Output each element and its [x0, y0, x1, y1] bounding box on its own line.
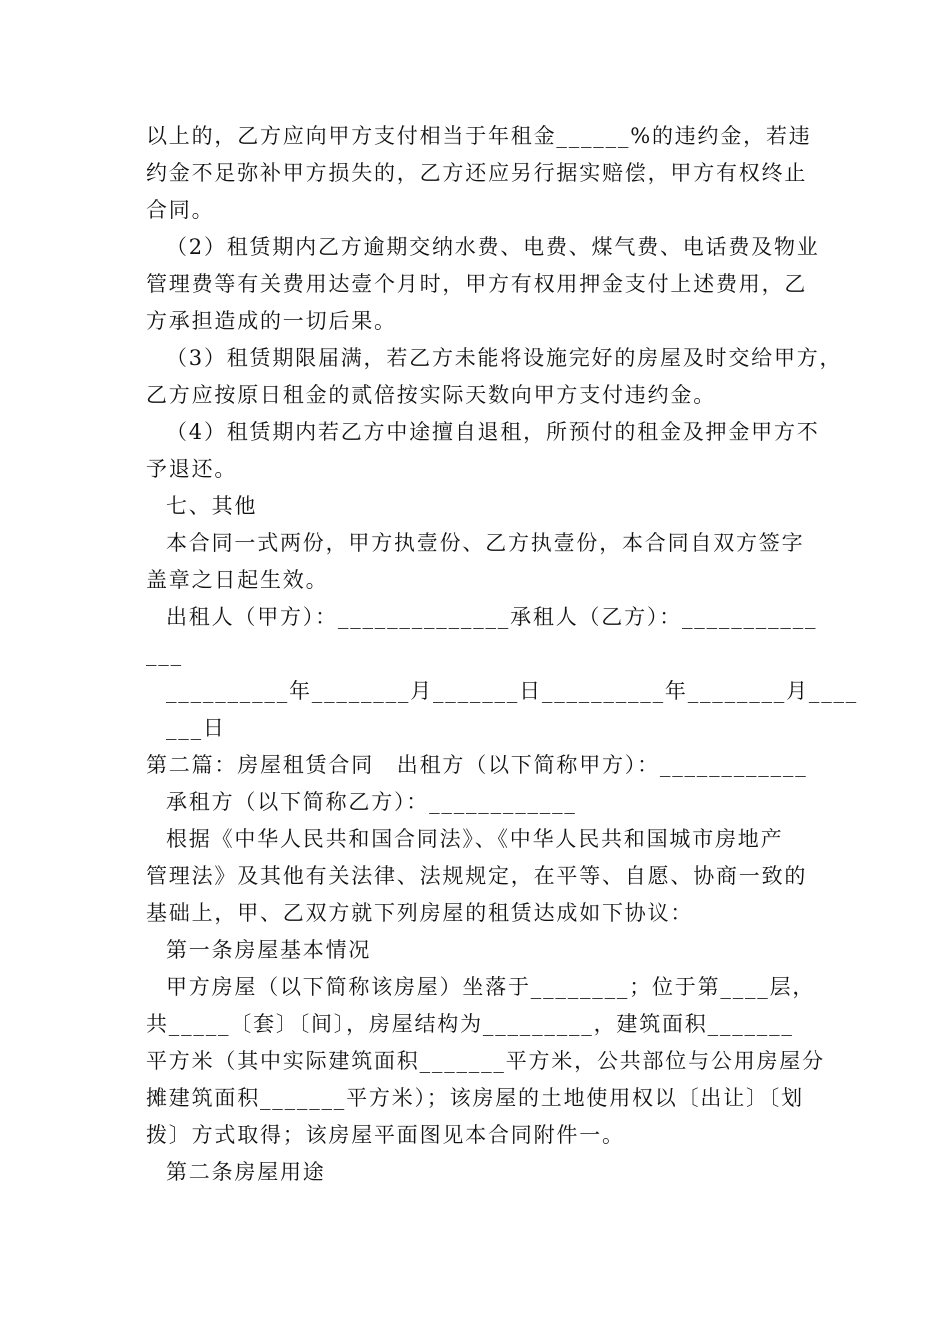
text-line: 合同。: [146, 198, 215, 222]
text-line: 方承担造成的一切后果。: [146, 309, 397, 333]
date-line: __________年________月_______日__________年________月____: [166, 679, 859, 703]
text-line: 共_____〔套〕〔间〕，房屋结构为_________，建筑面积_______: [146, 1012, 794, 1036]
text-line: 摊建筑面积_______平方米）；该房屋的土地使用权以〔出让〕〔划: [146, 1086, 804, 1110]
part-two-title: 第二篇：房屋租赁合同 出租方（以下简称甲方）：____________: [146, 753, 808, 777]
section-heading: 七、其他: [166, 494, 258, 518]
text-line: 约金不足弥补甲方损失的，乙方还应另行据实赔偿，甲方有权终止: [146, 161, 808, 185]
signature-line: 出租人（甲方）：______________承租人（乙方）：___________: [166, 605, 818, 629]
article-2-heading: 第二条房屋用途: [166, 1160, 326, 1184]
clause-3-line: （3）租赁期限届满，若乙方未能将设施完好的房屋及时交给甲方，: [166, 346, 843, 370]
text-line: 盖章之日起生效。: [146, 568, 329, 592]
signature-line-cont: ___: [146, 642, 183, 666]
text-line: 乙方应按原日租金的贰倍按实际天数向甲方支付违约金。: [146, 383, 716, 407]
clause-2-line: （2）租赁期内乙方逾期交纳水费、电费、煤气费、电话费及物业: [166, 235, 820, 259]
clause-4-line: （4）租赁期内若乙方中途擅自退租，所预付的租金及押金甲方不: [166, 420, 820, 444]
text-line: 以上的，乙方应向甲方支付相当于年租金______%的违约金，若违: [146, 124, 812, 148]
date-line-cont: ___日: [166, 716, 226, 740]
text-line: 管理费等有关费用达壹个月时，甲方有权用押金支付上述费用，乙: [146, 272, 808, 296]
text-line: 拨〕方式取得；该房屋平面图见本合同附件一。: [146, 1123, 625, 1147]
text-line: 本合同一式两份，甲方执壹份、乙方执壹份，本合同自双方签字: [166, 531, 805, 555]
text-line: 根据《中华人民共和国合同法》、《中华人民共和国城市房地产: [166, 827, 784, 851]
text-line: 甲方房屋（以下简称该房屋）坐落于________；位于第____层，: [166, 975, 816, 999]
article-1-heading: 第一条房屋基本情况: [166, 938, 372, 962]
lessee-line: 承租方（以下简称乙方）：____________: [166, 790, 577, 814]
text-line: 基础上，甲、乙双方就下列房屋的租赁达成如下协议：: [146, 901, 694, 925]
text-line: 管理法》及其他有关法律、法规规定，在平等、自愿、协商一致的: [146, 864, 808, 888]
text-line: 予退还。: [146, 457, 238, 481]
text-line: 平方米（其中实际建筑面积_______平方米，公共部位与公用房屋分: [146, 1049, 825, 1073]
